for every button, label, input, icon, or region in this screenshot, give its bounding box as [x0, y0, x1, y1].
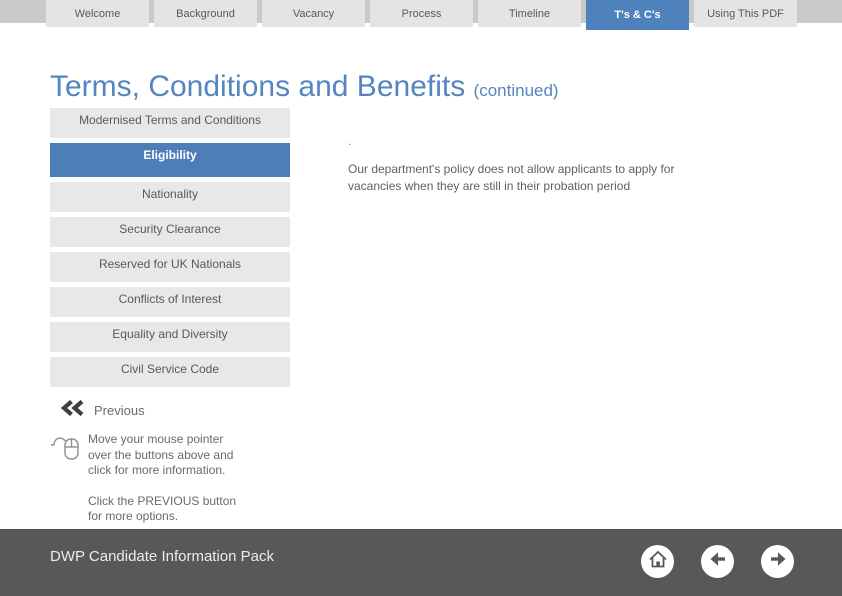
stray-dot: . [348, 134, 352, 148]
previous-button[interactable] [60, 400, 145, 421]
instruction-line-1: Move your mouse pointer over the buttons above and click for more information. [88, 432, 234, 477]
tab-welcome[interactable]: Welcome [46, 0, 149, 27]
tab-vacancy[interactable]: Vacancy [262, 0, 365, 27]
tab-process[interactable]: Process [370, 0, 473, 27]
eligibility-body-text: Our department's policy does not allow applicants to apply for vacancies when they are still in their probation period [348, 162, 675, 193]
instruction-text [88, 432, 246, 525]
previous-label: Previous [94, 403, 145, 418]
tab-using-this-pdf[interactable]: Using This PDF [694, 0, 797, 27]
page-title-suffix: (continued) [473, 81, 559, 100]
double-chevron-left-icon [60, 400, 87, 421]
menu-item-reserved-uk-nationals[interactable]: Reserved for UK Nationals [50, 252, 290, 282]
tab-timeline[interactable]: Timeline [478, 0, 581, 27]
back-arrow-icon [706, 547, 730, 576]
forward-button[interactable] [761, 545, 794, 578]
footer-title: DWP Candidate Information Pack [50, 548, 274, 565]
page-title [50, 70, 559, 104]
forward-arrow-icon [766, 547, 790, 576]
back-button[interactable] [701, 545, 734, 578]
menu-item-modernised-terms[interactable]: Modernised Terms and Conditions [50, 108, 290, 138]
menu-item-civil-service-code[interactable]: Civil Service Code [50, 357, 290, 387]
tab-ts-and-cs[interactable]: T's & C's [586, 0, 689, 30]
menu-item-nationality[interactable]: Nationality [50, 182, 290, 212]
home-button[interactable] [641, 545, 674, 578]
home-icon [646, 547, 670, 576]
tab-bar [46, 0, 797, 30]
menu-item-security-clearance[interactable]: Security Clearance [50, 217, 290, 247]
mouse-icon [50, 432, 82, 471]
page-title-main: Terms, Conditions and Benefits [50, 70, 474, 103]
tab-background[interactable]: Background [154, 0, 257, 27]
menu-item-equality-diversity[interactable]: Equality and Diversity [50, 322, 290, 352]
menu-item-eligibility[interactable]: Eligibility [50, 143, 290, 177]
instruction-line-2: Click the PREVIOUS button for more options. [88, 493, 237, 523]
menu-item-conflicts-of-interest[interactable]: Conflicts of Interest [50, 287, 290, 317]
section-menu [50, 108, 290, 392]
